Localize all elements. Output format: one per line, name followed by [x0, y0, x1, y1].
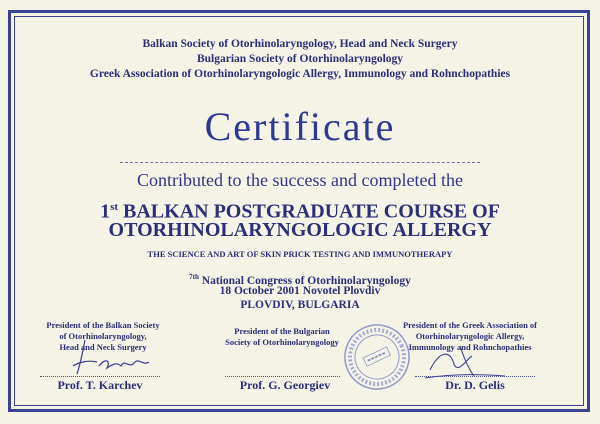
- course-ordinal: 1: [100, 200, 111, 223]
- congress-ordinal: 7: [189, 273, 193, 281]
- signatory-1-title-line: of Otorhinolaryngology,: [59, 331, 147, 341]
- society-line-2: Bulgarian Society of Otorhinolaryngology: [196, 53, 404, 65]
- course-subtitle: THE SCIENCE AND ART OF SKIN PRICK TESTING AND IMMUNOTHERAPY: [147, 249, 453, 259]
- signatory-2-title-line: President of the Bulgarian: [234, 326, 330, 336]
- signatory-3-name: Dr. D. Gelis: [445, 378, 505, 392]
- society-line-1: Balkan Society of Otorhinolaryngology, Head and Neck Surgery: [142, 38, 458, 50]
- course-title-rest: BALKAN POSTGRADUATE COURSE OF: [118, 200, 500, 223]
- signatory-2-line: [225, 376, 340, 377]
- signatory-3-title-line: Otorhinolaryngologic Allergy,: [415, 331, 525, 341]
- signatory-2-name: Prof. G. Georgiev: [239, 378, 331, 392]
- congress-date-venue: 18 October 2001 Novotel Plovdiv: [219, 285, 381, 297]
- congress-ordinal-suffix: th: [192, 273, 199, 281]
- signatory-1-line: [40, 376, 160, 377]
- society-line-3: Greek Association of Otorhinolaryngologic Allergy, Immunology and Rohnchopathies: [89, 68, 511, 80]
- certificate-title: Certificate: [204, 104, 396, 149]
- signatory-1-name: Prof. T. Karchev: [57, 378, 143, 392]
- signatory-1-title-line: President of the Balkan Society: [46, 320, 160, 330]
- signatory-3-title-line: Immunology and Rohnchopathies: [408, 342, 532, 352]
- signatory-3-title-line: President of the Greek Association of: [402, 320, 538, 330]
- title-divider: [120, 162, 480, 163]
- course-title-line-2: OTORHINOLARYNGOLOGIC ALLERGY: [108, 219, 492, 241]
- congress-name-rest: National Congress of Otorhinolaryngology: [198, 274, 411, 287]
- signatory-2-title: [212, 326, 352, 348]
- congress-city: PLOVDIV, BULGARIA: [240, 299, 360, 311]
- contribution-text: Contributed to the success and completed the: [137, 170, 463, 190]
- signatory-1-handwritten-signature: [55, 336, 155, 378]
- signatory-1-title-line: Head and Neck Surgery: [59, 342, 147, 352]
- signatory-3-line: [415, 376, 535, 377]
- signatory-3-handwritten-signature: [420, 340, 510, 380]
- signatory-2-title-line: Society of Otorhinolaryngology: [225, 337, 339, 347]
- course-ordinal-suffix: st: [110, 201, 119, 213]
